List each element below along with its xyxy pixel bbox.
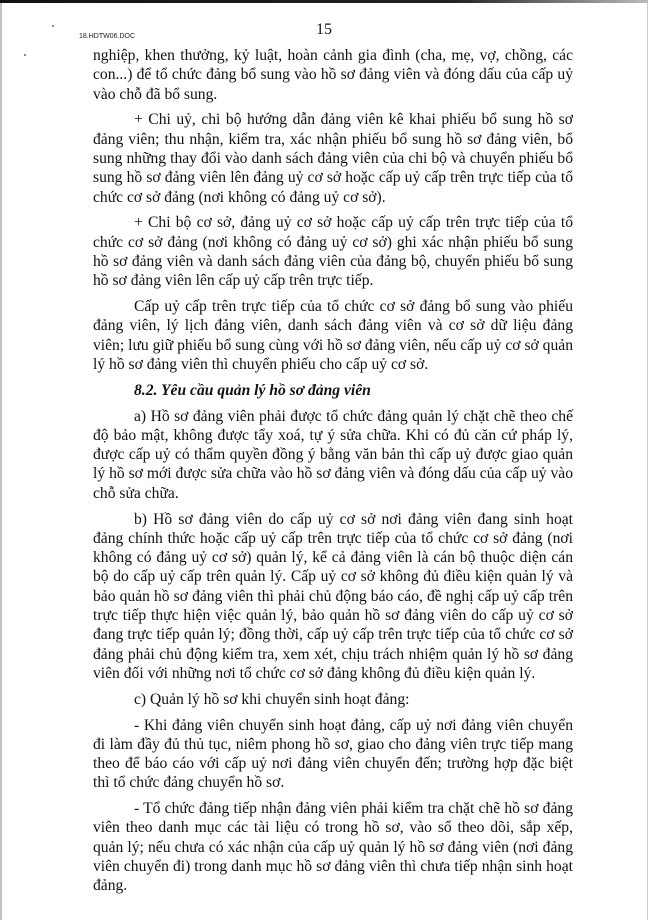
document-filename: 18.HDTW06.DOC <box>79 33 136 40</box>
paragraph-chi-bo-co-so: + Chi bộ cơ sở, đảng uỷ cơ sở hoặc cấp uỷ cấp trên trực tiếp của tổ chức cơ sở đảng (nơi không có đảng uỷ cơ sở) ghi xác nhận phiếu bổ sung hồ sơ đảng viên và danh sách đảng viên của đảng bộ, chuyển phiếu bổ sung hồ sơ đảng viên lên cấp uỷ cấp trên trực tiếp. <box>93 214 573 290</box>
paragraph-cap-uy-cap-tren: Cấp uỷ cấp trên trực tiếp của tổ chức cơ sở đảng bổ sung vào phiếu đảng viên, lý lịch đảng viên, danh sách đảng viên và cơ sở dữ liệu đảng viên; lưu giữ phiếu bổ sung cùng với hồ sơ đảng viên, nếu cấp uỷ cơ sở quản lý hồ sơ đảng viên thì chuyển phiếu cho cấp uỷ cơ sở. <box>93 298 573 373</box>
paragraph-b: b) Hồ sơ đảng viên do cấp uỷ cơ sở nơi đảng viên đang sinh hoạt đảng chính thức hoặc cấp uỷ cấp trên trực tiếp của tổ chức cơ sở đảng (nơi không có đảng uỷ cơ sở) quản lý, kể cả đảng viên là cán bộ thuộc diện cán bộ do cấp uỷ cấp trên quản lý. Cấp uỷ cơ sở không đủ điều kiện quản lý và bảo quản hồ sơ đảng viên thì phải chủ động báo cáo, đề nghị cấp uỷ cấp trên trực tiếp thực hiện việc quản lý, bảo quản hồ sơ đảng viên do cấp uỷ cơ sở đang trực tiếp quản lý; đồng thời, cấp uỷ cấp trên trực tiếp của tổ chức cơ sở đảng phải chủ động kiểm tra, xem xét, chịu trách nhiệm quản lý hồ sơ đảng viên đối với những nơi tổ chức cơ sở đảng không đủ điều kiện quản lý. <box>93 510 573 682</box>
paragraph-chi-uy: + Chi uỷ, chi bộ hướng dẫn đảng viên kê khai phiếu bổ sung hồ sơ đảng viên; thu nhận, kiểm tra, xác nhận phiếu bổ sung hồ sơ đảng viên, bổ sung những thay đổi vào danh sách đảng viên của chi bộ và chuyển phiếu bổ sung hồ sơ đảng viên lên đảng uỷ cơ sở hoặc cấp uỷ cấp trên trực tiếp của tổ chức cơ sở đảng (nơi không có đảng uỷ cơ sở). <box>93 111 573 206</box>
scan-left-edge <box>0 3 2 920</box>
scan-top-border <box>0 0 648 3</box>
paragraph-a: a) Hồ sơ đảng viên phải được tổ chức đảng quản lý chặt chẽ theo chế độ bảo mật, không được tẩy xoá, tự ý sửa chữa. Khi có đủ căn cứ pháp lý, được cấp uỷ có thẩm quyền đồng ý bằng văn bản thì cấp uỷ được giao quản lý hồ sơ mới được sửa chữa vào hồ sơ đảng viên và đóng dấu của cấp uỷ vào chỗ sửa chữa. <box>93 407 573 502</box>
paragraph-c: c) Quản lý hồ sơ khi chuyển sinh hoạt đảng: <box>134 690 410 708</box>
document-body <box>93 46 573 902</box>
scan-speck <box>24 54 26 56</box>
page-number: 15 <box>316 21 332 38</box>
paragraph-c-1: - Khi đảng viên chuyển sinh hoạt đảng, cấp uỷ nơi đảng viên chuyển đi làm đầy đủ thủ tục, niêm phong hồ sơ, giao cho đảng viên trực tiếp mang theo để báo cáo với cấp uỷ nơi đảng viên chuyển đến; trường hợp đặc biệt thì tổ chức đảng chuyển hồ sơ. <box>93 716 573 792</box>
paragraph-c-2: - Tổ chức đảng tiếp nhận đảng viên phải kiểm tra chặt chẽ hồ sơ đảng viên theo danh mục các tài liệu có trong hồ sơ, vào sổ theo dõi, sắp xếp, quản lý; nếu chưa có xác nhận của cấp uỷ quản lý hồ sơ đảng viên (nơi đảng viên chuyển đi) trong danh mục hồ sơ đảng viên thì chưa tiếp nhận sinh hoạt đảng. <box>93 800 573 895</box>
paragraph-continuation: nghiệp, khen thưởng, kỷ luật, hoàn cảnh gia đình (cha, mẹ, vợ, chồng, các con...) để tổ chức đảng bổ sung vào hồ sơ đảng viên và đóng dấu của cấp uỷ vào chỗ đã bổ sung. <box>93 47 573 103</box>
section-heading-8-2: 8.2. Yêu cầu quản lý hồ sơ đảng viên <box>134 381 371 399</box>
